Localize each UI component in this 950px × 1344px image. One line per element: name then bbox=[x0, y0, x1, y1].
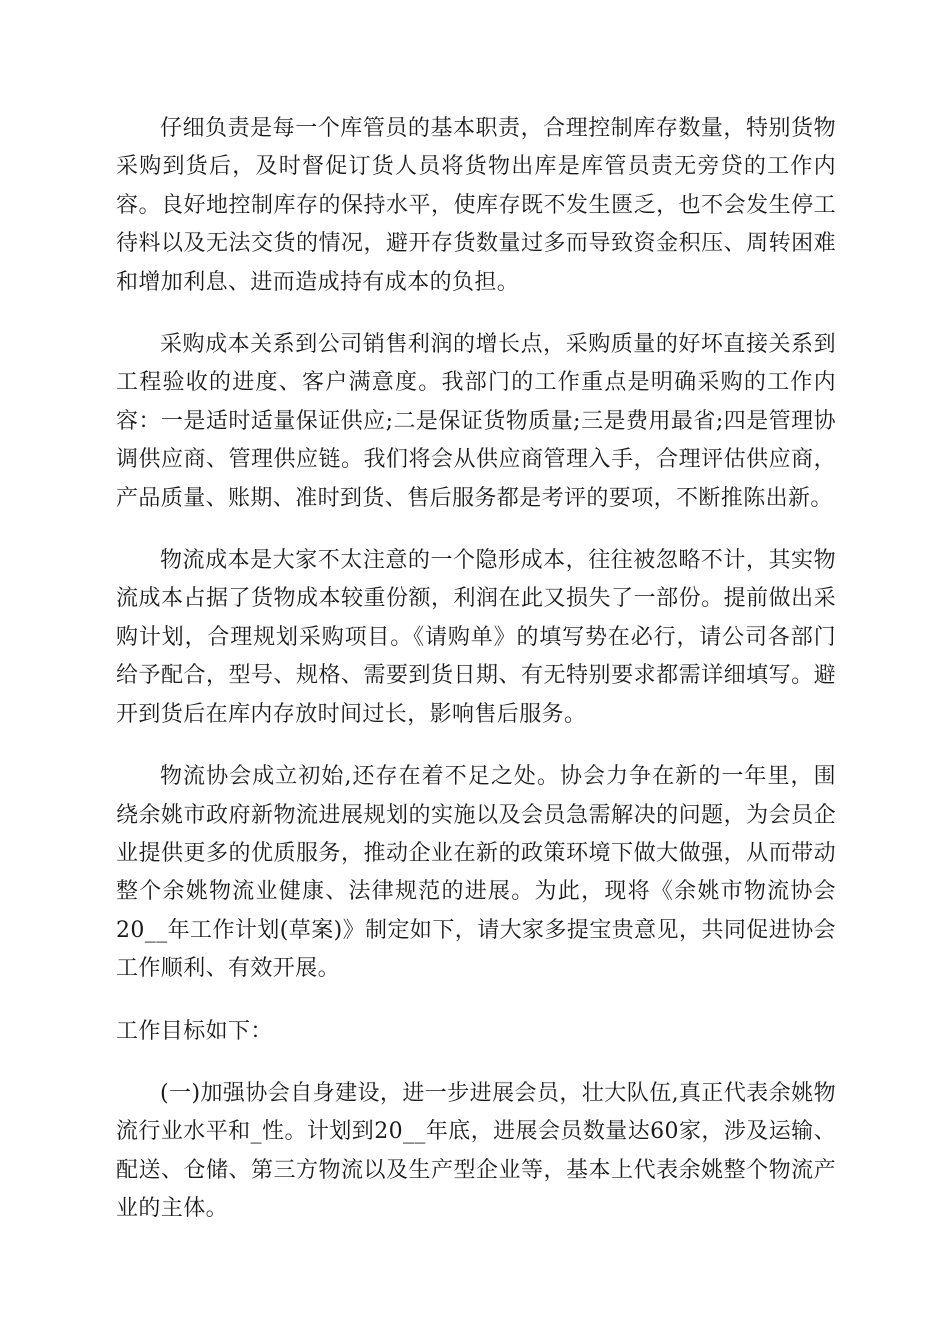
paragraph-inventory-management: 仔细负责是每一个库管员的基本职责，合理控制库存数量，特别货物采购到货后，及时督促订货人员将货物出库是库管员责无旁贷的工作内容。良好地控制库存的保持水平，使库存既不发生匮乏，也不会发生停工待料以及无法交货的情况，避开存货数量过多而导致资金积压、周转困难和增加利息、进而造成持有成本的负担。 bbox=[116, 116, 836, 295]
paragraph-logistics-cost: 物流成本是大家不太注意的一个隐形成本，往往被忽略不计，其实物流成本占据了货物成本较重份额，利润在此又损失了一部份。提前做出采购计划，合理规划采购项目。《请购单》的填写势在必行，请公司各部门给予配合，型号、规格、需要到货日期、有无特别要求都需详细填写。避开到货后在库内存放时间过长，影响售后服务。 bbox=[116, 548, 836, 727]
paragraph-purchasing-cost: 采购成本关系到公司销售利润的增长点，采购质量的好坏直接关系到工程验收的进度、客户满意度。我部门的工作重点是明确采购的工作内容：一是适时适量保证供应;二是保证货物质量;三是费用最省;四是管理协调供应商、管理供应链。我们将会从供应商管理入手，合理评估供应商，产品质量、账期、准时到货、售后服务都是考评的要项，不断推陈出新。 bbox=[116, 332, 836, 511]
paragraph-logistics-association: 物流协会成立初始,还存在着不足之处。协会力争在新的一年里，围绕余姚市政府新物流进展规划的实施以及会员急需解决的问题，为会员企业提供更多的优质服务，推动企业在新的政策环境下做大做强，从而带动整个余姚物流业健康、法律规范的进展。为此，现将《余姚市物流协会20__年工作计划(草案)》制定如下，请大家多提宝贵意见，共同促进协会工作顺利、有效开展。 bbox=[116, 764, 836, 982]
document-body bbox=[116, 110, 836, 1253]
paragraph-goal-one: (一)加强协会自身建设，进一步进展会员，壮大队伍,真正代表余姚物流行业水平和_性。计划到20__年底，进展会员数量达60家，涉及运输、配送、仓储、第三方物流以及生产型企业等，基本上代表余姚整个物流产业的主体。 bbox=[116, 1080, 836, 1222]
section-heading-work-goals: 工作目标如下： bbox=[116, 1018, 273, 1044]
